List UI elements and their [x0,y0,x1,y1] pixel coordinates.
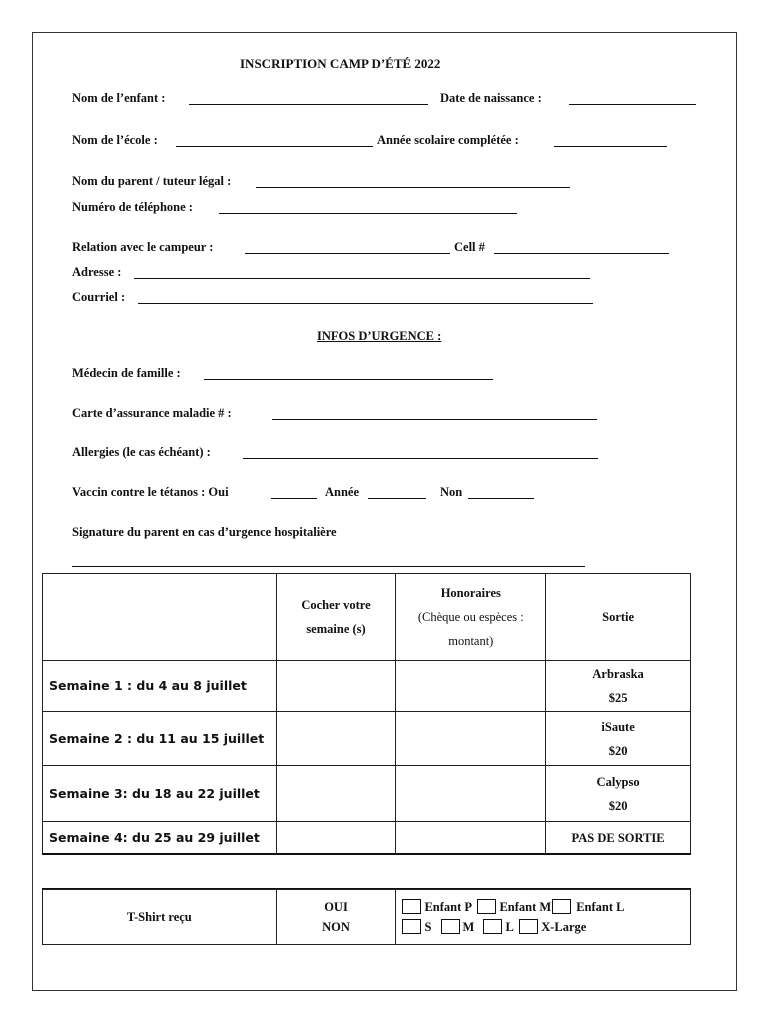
size-label: Enfant L [576,900,625,914]
emergency-heading: INFOS D’URGENCE : [317,329,442,343]
table-row [43,766,691,822]
outing-name: Arbraska [592,667,644,681]
header-fees [396,574,546,661]
week-label-cell [43,712,277,766]
tshirt-label: T-Shirt reçu [43,890,277,945]
relation-field[interactable] [245,253,450,254]
checkbox-xl[interactable] [519,919,538,934]
header-check-line2: semaine (s) [306,622,366,636]
header-outing: Sortie [546,574,691,661]
relation-label: Relation avec le campeur : [72,240,214,254]
week-name: Semaine 3: [49,785,128,801]
tetanus-year-label: Année [325,485,360,499]
checkbox-s[interactable] [402,919,421,934]
allergies-label: Allergies (le cas échéant) : [72,445,211,459]
size-label: M [462,920,475,934]
email-label: Courriel : [72,290,126,304]
week-outing-cell [546,661,691,712]
checkbox-l[interactable] [483,919,502,934]
week-check-cell[interactable] [276,661,396,712]
tshirt-no: NON [322,920,350,934]
cell-label: Cell # [454,240,485,254]
table-row [43,661,691,712]
signature-field[interactable] [72,566,585,567]
outing-name: Calypso [596,774,640,789]
week-dates: du 25 au 29 juillet [132,830,260,845]
header-empty-cell [43,574,277,661]
week-outing-cell [546,712,691,766]
signature-label: Signature du parent en cas d’urgence hospitalière [72,525,337,539]
adult-size-row [402,917,690,937]
doctor-label: Médecin de famille : [72,366,181,380]
outing-name: iSaute [601,719,635,734]
header-fees-line1: Honoraires [440,586,501,600]
table-row [43,712,691,766]
week-name: Semaine 4: [49,830,128,845]
parent-name-label: Nom du parent / tuteur légal : [72,174,232,188]
week-name: Semaine 1 : [49,678,133,693]
size-label: Enfant P [424,900,472,914]
child-name-label: Nom de l’enfant : [72,91,166,105]
weeks-table-bottom-rule [42,853,691,855]
week-label-cell [43,661,277,712]
allergies-field[interactable] [243,458,598,459]
school-name-label: Nom de l’école : [72,133,158,147]
week-fee-cell[interactable] [396,661,546,712]
week-outing-cell [546,822,691,855]
weeks-table-header [43,574,691,661]
child-size-row [402,897,690,917]
week-fee-cell[interactable] [396,822,546,855]
cell-field[interactable] [494,253,669,254]
school-name-field[interactable] [176,146,373,147]
tetanus-no-field[interactable] [468,498,534,499]
week-dates: du 11 au 15 juillet [136,730,265,746]
week-check-cell[interactable] [276,766,396,822]
tetanus-yes-field[interactable] [271,498,317,499]
size-label: S [424,920,432,934]
phone-field[interactable] [219,213,517,214]
outing-price: $25 [608,691,628,705]
phone-label: Numéro de téléphone : [72,200,193,214]
header-check [276,574,396,661]
health-card-label: Carte d’assurance maladie # : [72,406,232,420]
header-fees-line2: (Chèque ou espèces : [417,610,524,624]
size-label: Enfant M [499,900,552,914]
outing-price: $20 [608,798,628,813]
birth-date-label: Date de naissance : [440,91,542,105]
week-check-cell[interactable] [276,822,396,855]
week-check-cell[interactable] [276,712,396,766]
table-row [43,822,691,855]
checkbox-enfant-p[interactable] [402,899,421,914]
tetanus-label: Vaccin contre le tétanos : Oui [72,485,229,499]
week-label-cell [43,766,277,822]
child-name-field[interactable] [189,104,428,105]
tshirt-yes-no [276,890,396,945]
outing-price: $20 [608,743,628,758]
tetanus-no-label: Non [440,485,463,499]
week-dates: du 18 au 22 juillet [132,785,260,801]
week-outing-cell [546,766,691,822]
header-check-line1: Cocher votre [301,598,371,612]
health-card-field[interactable] [272,419,597,420]
birth-date-field[interactable] [569,104,696,105]
size-label: L [505,920,514,934]
parent-name-field[interactable] [256,187,570,188]
week-fee-cell[interactable] [396,766,546,822]
week-dates: du 4 au 8 juillet [136,678,247,693]
header-fees-line3: montant) [448,634,494,648]
school-year-field[interactable] [554,146,667,147]
week-name: Semaine 2 : [49,730,133,746]
tetanus-year-field[interactable] [368,498,426,499]
week-label-cell [43,822,277,855]
checkbox-enfant-m[interactable] [477,899,496,914]
checkbox-m[interactable] [441,919,460,934]
weeks-table [42,573,691,855]
address-label: Adresse : [72,265,122,279]
tshirt-sizes-cell [396,890,691,945]
tshirt-yes: OUI [324,900,348,914]
form-title: INSCRIPTION CAMP D’ÉTÉ 2022 [240,56,441,71]
doctor-field[interactable] [204,379,493,380]
size-label: X-Large [541,920,587,934]
week-fee-cell[interactable] [396,712,546,766]
address-field[interactable] [134,278,590,279]
school-year-label: Année scolaire complétée : [377,133,519,147]
checkbox-enfant-l[interactable] [552,899,571,914]
tshirt-table [42,889,691,945]
email-field[interactable] [138,303,593,304]
outing-name: PAS DE SORTIE [571,831,665,845]
